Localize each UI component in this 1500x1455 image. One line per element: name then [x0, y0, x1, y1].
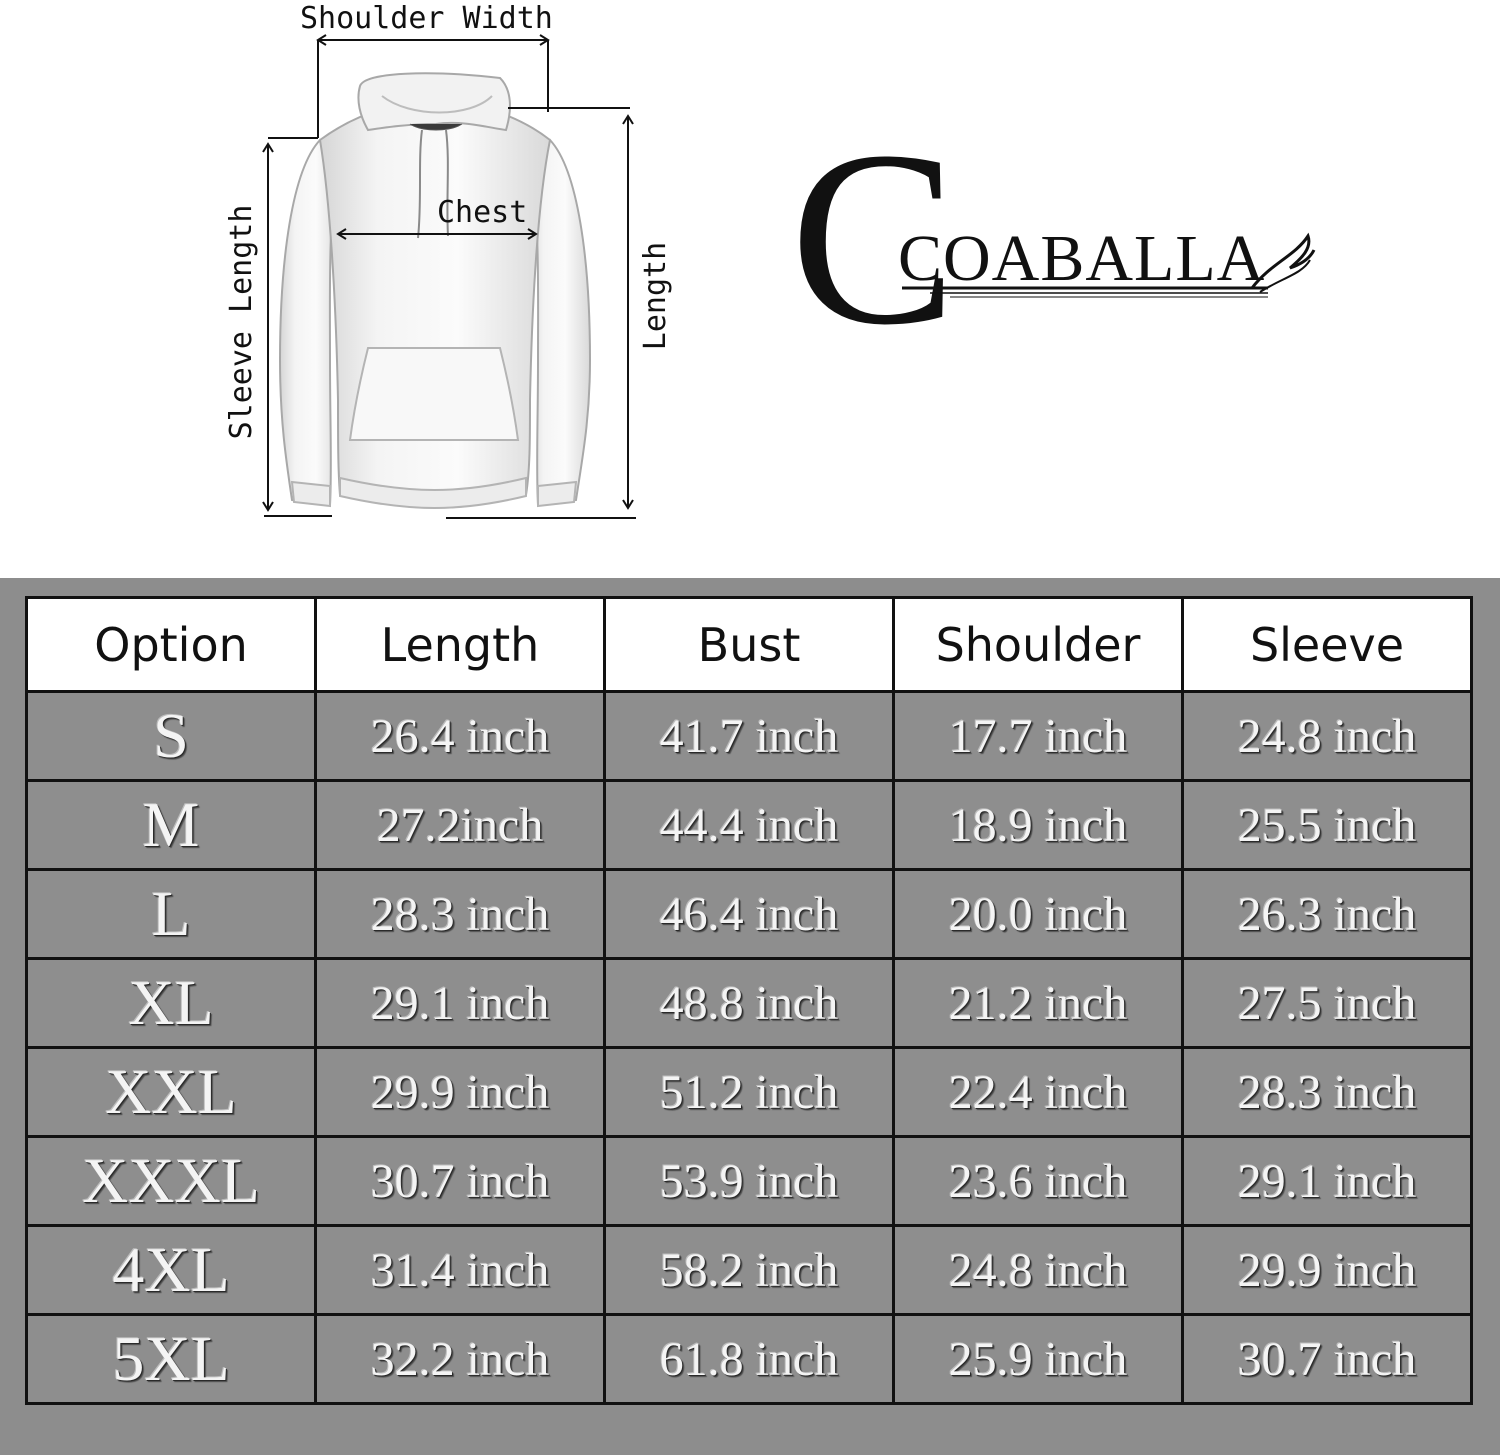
table-header-row — [27, 598, 1472, 692]
length-label: Length — [638, 241, 673, 351]
shoulder-cell: 23.6 inch — [894, 1137, 1183, 1226]
size-cell: L — [27, 870, 316, 959]
bust-cell: 44.4 inch — [605, 781, 894, 870]
length-cell: 28.3 inch — [316, 870, 605, 959]
bust-cell: 48.8 inch — [605, 959, 894, 1048]
shoulder-cell: 18.9 inch — [894, 781, 1183, 870]
table-row — [27, 959, 1472, 1048]
table-row — [27, 1137, 1472, 1226]
length-cell: 32.2 inch — [316, 1315, 605, 1404]
shoulder-cell: 20.0 inch — [894, 870, 1183, 959]
column-header-option: Option — [27, 598, 316, 692]
length-cell: 31.4 inch — [316, 1226, 605, 1315]
sleeve-cell: 29.9 inch — [1183, 1226, 1472, 1315]
bust-cell: 61.8 inch — [605, 1315, 894, 1404]
bust-cell: 51.2 inch — [605, 1048, 894, 1137]
chest-label: Chest — [437, 195, 528, 230]
bust-cell: 53.9 inch — [605, 1137, 894, 1226]
bust-cell: 41.7 inch — [605, 692, 894, 781]
hoodie-measurement-diagram — [200, 0, 680, 540]
sleeve-cell: 30.7 inch — [1183, 1315, 1472, 1404]
table-row — [27, 1048, 1472, 1137]
size-cell: XXL — [27, 1048, 316, 1137]
size-cell: M — [27, 781, 316, 870]
logo-swoosh-icon — [790, 140, 1330, 340]
table-row — [27, 870, 1472, 959]
column-header-shoulder: Shoulder — [894, 598, 1183, 692]
logo-initial: C — [790, 100, 957, 377]
size-cell: XL — [27, 959, 316, 1048]
sleeve-cell: 26.3 inch — [1183, 870, 1472, 959]
shoulder-cell: 25.9 inch — [894, 1315, 1183, 1404]
sleeve-cell: 24.8 inch — [1183, 692, 1472, 781]
sleeve-length-label: Sleeve Length — [224, 204, 259, 440]
length-cell: 27.2inch — [316, 781, 605, 870]
size-cell: S — [27, 692, 316, 781]
logo-wordmark: COABALLA — [898, 222, 1266, 295]
size-cell: XXXL — [27, 1137, 316, 1226]
length-cell: 26.4 inch — [316, 692, 605, 781]
size-cell: 5XL — [27, 1315, 316, 1404]
size-cell: 4XL — [27, 1226, 316, 1315]
sleeve-cell: 25.5 inch — [1183, 781, 1472, 870]
length-cell: 29.1 inch — [316, 959, 605, 1048]
length-cell: 30.7 inch — [316, 1137, 605, 1226]
sleeve-cell: 27.5 inch — [1183, 959, 1472, 1048]
column-header-sleeve: Sleeve — [1183, 598, 1472, 692]
table-row — [27, 1226, 1472, 1315]
bust-cell: 46.4 inch — [605, 870, 894, 959]
table-row — [27, 692, 1472, 781]
shoulder-cell: 22.4 inch — [894, 1048, 1183, 1137]
shoulder-width-label: Shoulder Width — [300, 1, 553, 36]
sleeve-cell: 29.1 inch — [1183, 1137, 1472, 1226]
table-row — [27, 1315, 1472, 1404]
column-header-length: Length — [316, 598, 605, 692]
sleeve-cell: 28.3 inch — [1183, 1048, 1472, 1137]
length-cell: 29.9 inch — [316, 1048, 605, 1137]
hoodie-illustration — [200, 0, 680, 540]
brand-logo — [790, 100, 1330, 377]
shoulder-cell: 17.7 inch — [894, 692, 1183, 781]
table-row — [27, 781, 1472, 870]
shoulder-cell: 24.8 inch — [894, 1226, 1183, 1315]
bust-cell: 58.2 inch — [605, 1226, 894, 1315]
size-chart-table — [25, 596, 1473, 1405]
column-header-bust: Bust — [605, 598, 894, 692]
shoulder-cell: 21.2 inch — [894, 959, 1183, 1048]
